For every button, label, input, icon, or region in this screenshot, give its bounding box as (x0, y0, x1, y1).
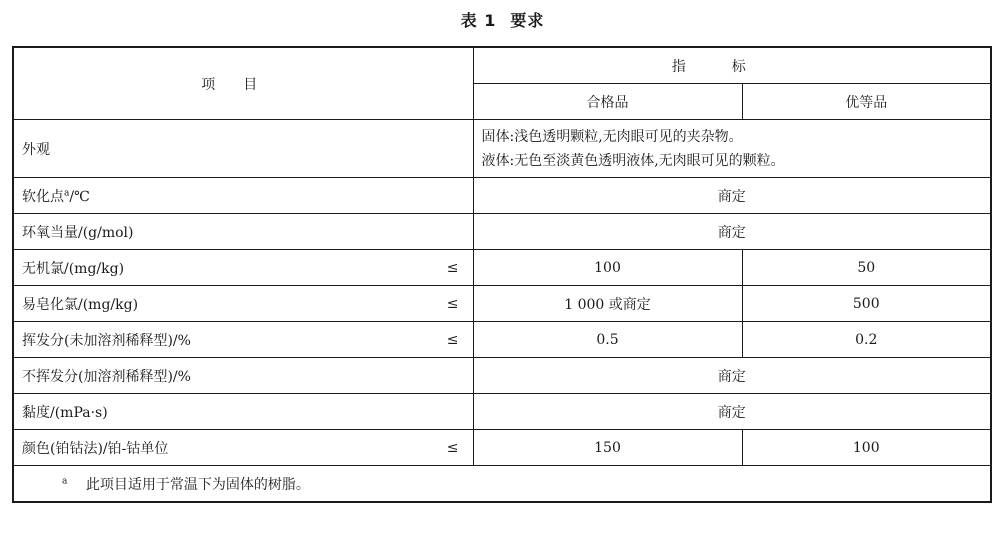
footnote-text: 此项目适用于常温下为固体的树脂。 (85, 476, 310, 493)
row-item-label: 无机氯/(mg/kg) (22, 260, 125, 277)
appearance-value-cell (473, 120, 991, 178)
row-merged-value: 商定 (473, 394, 991, 430)
table-row (13, 358, 991, 394)
row-qualified-value: 150 (473, 430, 742, 466)
header-item-label: 项目 (201, 76, 286, 93)
row-item-cell (13, 286, 473, 322)
footnote-row (13, 466, 991, 503)
table-row (13, 322, 991, 358)
row-item-cell: 不挥发分(加溶剂稀释型)/% (13, 358, 473, 394)
less-equal-symbol: ≤ (446, 259, 459, 276)
table-row (13, 214, 991, 250)
appearance-item-cell: 外观 (13, 120, 473, 178)
header-qualified-cell: 合格品 (473, 84, 742, 120)
less-equal-symbol: ≤ (446, 439, 459, 456)
row-merged-value: 商定 (473, 214, 991, 250)
footnote-ref-mark: a (64, 187, 70, 198)
row-item-cell (13, 430, 473, 466)
less-equal-symbol: ≤ (446, 331, 459, 348)
header-superior-cell: 优等品 (742, 84, 991, 120)
row-item-label: 易皂化氯/(mg/kg) (22, 296, 139, 313)
row-item-label: 颜色(铂钴法)/铂-钴单位 (22, 440, 169, 457)
row-superior-value: 100 (742, 430, 991, 466)
table-row (13, 394, 991, 430)
header-row-1 (13, 47, 991, 84)
row-merged-value: 商定 (473, 178, 991, 214)
less-equal-symbol: ≤ (446, 295, 459, 312)
row-superior-value: 0.2 (742, 322, 991, 358)
row-item-label: 挥发分(未加溶剂稀释型)/% (22, 332, 191, 349)
row-item-cell: 黏度/(mPa·s) (13, 394, 473, 430)
table-row (13, 250, 991, 286)
header-index-cell (473, 47, 991, 84)
row-superior-value: 500 (742, 286, 991, 322)
row-qualified-value: 1 000 或商定 (473, 286, 742, 322)
table-row (13, 286, 991, 322)
requirements-table (12, 46, 992, 503)
row-item-cell (13, 322, 473, 358)
row-merged-value: 商定 (473, 358, 991, 394)
footnote-mark: a (62, 475, 68, 486)
table-row (13, 430, 991, 466)
table-title: 要求 (510, 11, 545, 30)
table-caption (0, 10, 1005, 32)
row-qualified-value: 100 (473, 250, 742, 286)
row-qualified-value: 0.5 (473, 322, 742, 358)
appearance-solid: 固体:浅色透明颗粒,无肉眼可见的夹杂物。 (481, 128, 743, 145)
row-item-cell (13, 178, 473, 214)
table-row-appearance (13, 120, 991, 178)
header-index-label: 指标 (671, 58, 792, 75)
footnote-cell (13, 466, 991, 503)
appearance-liquid: 液体:无色至淡黄色透明液体,无肉眼可见的颗粒。 (481, 152, 785, 169)
row-superior-value: 50 (742, 250, 991, 286)
table-number: 表 1 (460, 11, 497, 30)
row-item-label: 软化点 (22, 188, 64, 205)
row-item-cell (13, 250, 473, 286)
table-row (13, 178, 991, 214)
row-item-cell: 环氧当量/(g/mol) (13, 214, 473, 250)
header-item-cell (13, 47, 473, 120)
row-item-unit: /℃ (69, 188, 90, 205)
